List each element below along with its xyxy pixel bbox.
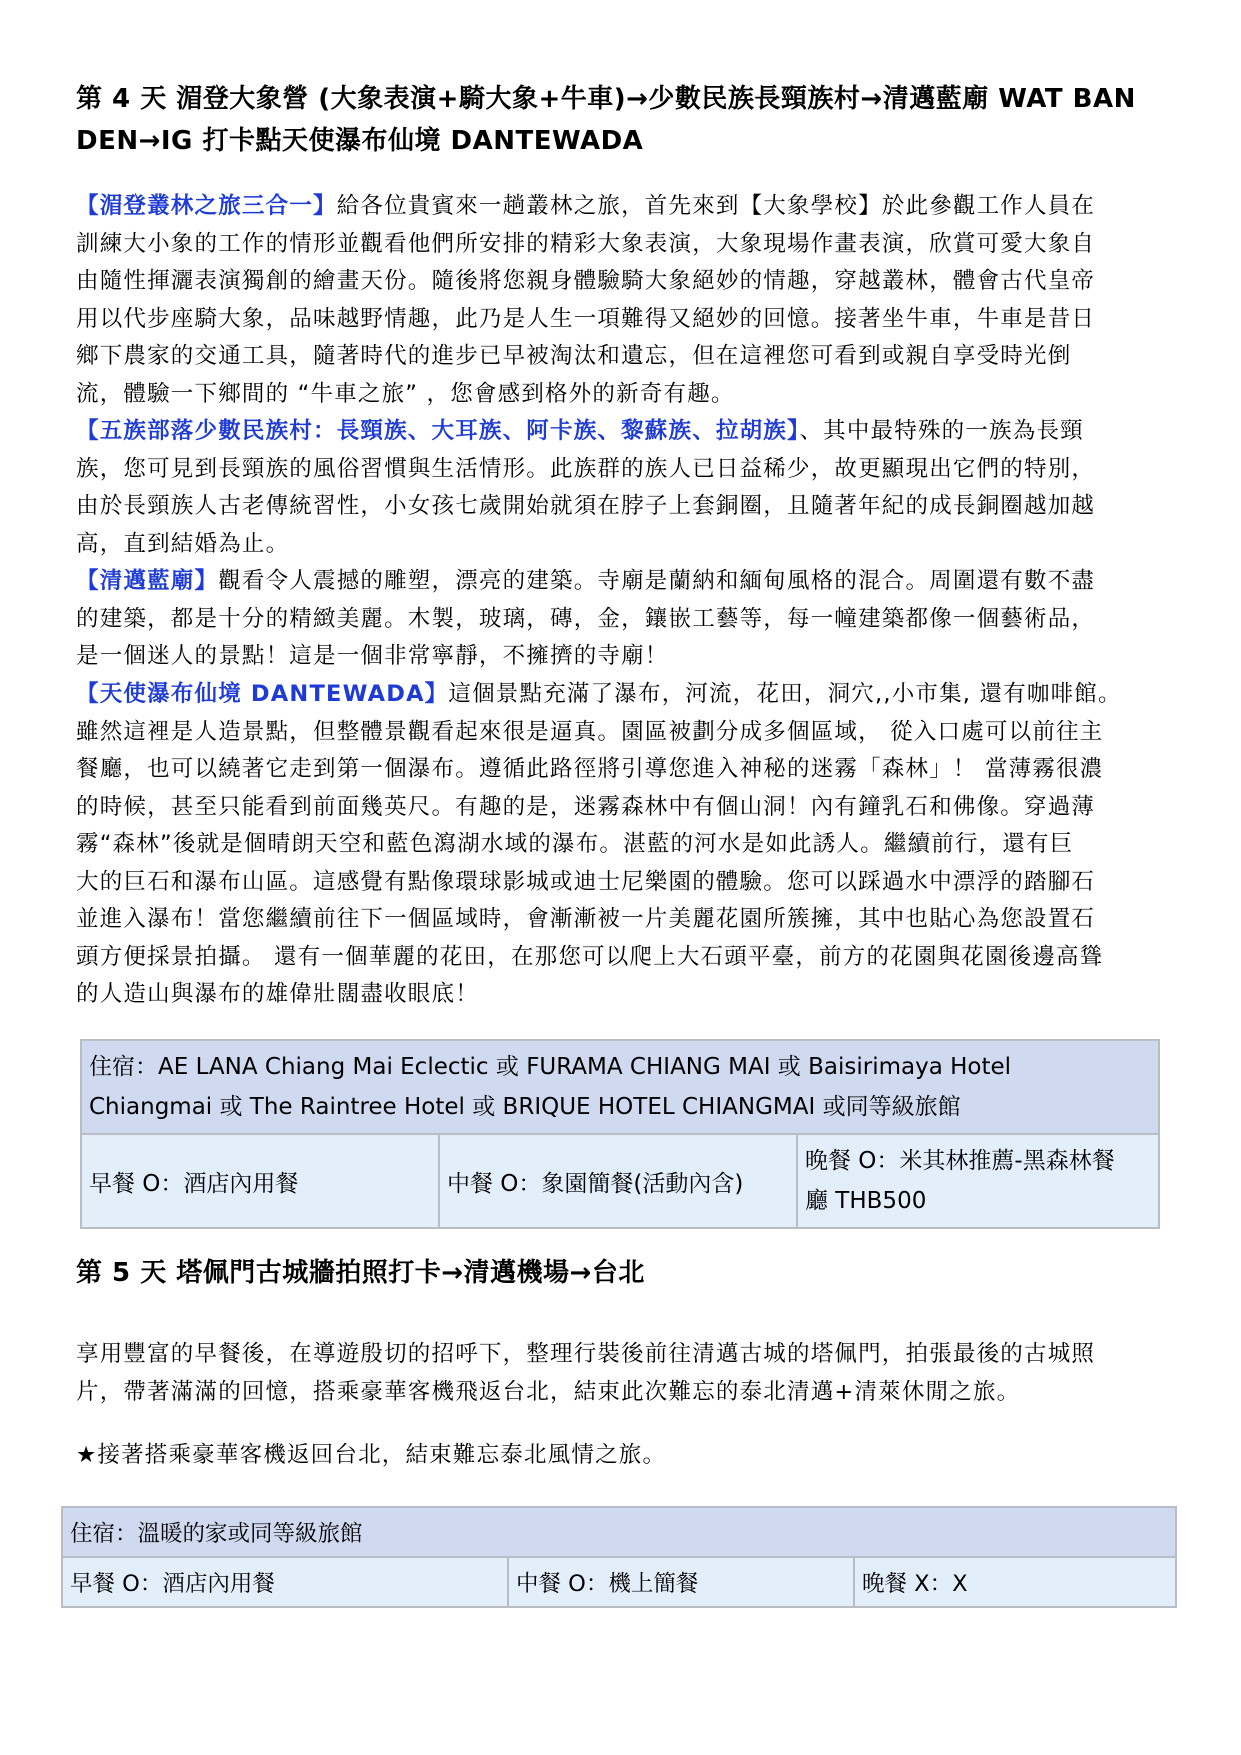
section-jungle-tour — [76, 188, 1176, 413]
section-heading: 【清邁藍廟】 — [76, 568, 219, 594]
text-line: 用以代步座騎大象，品味越野情趣，此乃是人生一項難得又絕妙的回憶。接著坐牛車，牛車是昔日 — [76, 305, 1096, 332]
day5-breakfast-cell — [62, 1557, 508, 1607]
day4-title-line2: DEN→IG 打卡點天使瀑布仙境 DANTEWADA — [76, 126, 644, 156]
day5-lunch-cell — [508, 1557, 854, 1607]
text-line: 高，直到結婚為止。 — [76, 530, 290, 557]
lodging-line: Chiangmai 或 The Raintree Hotel 或 BRIQUE HOTEL CHIANGMAI 或同等級旅館 — [89, 1094, 961, 1120]
lunch-text: 中餐 O：象園簡餐(活動內含) — [447, 1170, 744, 1197]
text-line: 觀看令人震撼的雕塑，漂亮的建築。寺廟是蘭納和緬甸風格的混合。周圍還有數不盡 — [218, 568, 1096, 594]
text-line: 霧“森林”後就是個晴朗天空和藍色瀉湖水域的瀑布。湛藍的河水是如此誘人。繼續前行，還有巨 — [76, 831, 1074, 857]
day5-title-text: 第 5 天 塔佩門古城牆拍照打卡→清邁機場→台北 — [76, 1258, 645, 1288]
text-line: 流，體驗一下鄉間的 “牛車之旅” ，您會感到格外的新奇有趣。 — [76, 380, 735, 407]
day4-breakfast-cell — [81, 1134, 439, 1228]
section-dantewada — [76, 676, 1176, 1014]
day4-lodging-meal-table — [80, 1039, 1160, 1229]
section-heading: 【五族部落少數民族村：長頸族、大耳族、阿卡族、黎蘇族、拉胡族】 — [76, 418, 800, 444]
text-line: 雖然這裡是人造景點，但整體景觀看起來很是逼真。園區被劃分成多個區域， 從入口處可以前往主 — [76, 718, 1104, 745]
lodging-line: 住宿：AE LANA Chiang Mai Eclectic 或 FURAMA CHIANG MAI 或 Baisirimaya Hotel — [89, 1054, 1012, 1080]
dinner-text: 晚餐 O：米其林推薦-黑森林餐 — [805, 1148, 1115, 1174]
note-text: ★接著搭乘豪華客機返回台北，結束難忘泰北風情之旅。 — [76, 1442, 667, 1468]
day5-lodging-meal-table — [61, 1506, 1177, 1608]
text-line: 餐廳，也可以繞著它走到第一個瀑布。遵循此路徑將引導您進入神秘的迷霧「森林」！ 當薄霧很濃 — [76, 756, 1104, 782]
breakfast-text: 早餐 O：酒店內用餐 — [70, 1571, 275, 1597]
breakfast-text: 早餐 O：酒店內用餐 — [89, 1170, 299, 1197]
text-line: 的時候，甚至只能看到前面幾英尺。有趣的是，迷霧森林中有個山洞！內有鐘乳石和佛像。穿過薄 — [76, 793, 1096, 820]
text-line: 大的巨石和瀑布山區。這感覺有點像環球影城或迪士尼樂園的體驗。您可以踩過水中漂浮的踏腳石 — [76, 868, 1096, 895]
section-heading: 【天使瀑布仙境 DANTEWADA】 — [76, 681, 449, 707]
text-line: 片，帶著滿滿的回憶，搭乘豪華客機飛返台北，結束此次難忘的泰北清邁+清萊休閒之旅。 — [76, 1378, 1021, 1405]
text-line: 給各位貴賓來一趟叢林之旅，首先來到【大象學校】於此參觀工作人員在 — [336, 193, 1096, 219]
text-line: 由隨性揮灑表演獨創的繪畫天份。隨後將您親身體驗騎大象絕妙的情趣，穿越叢林，體會古代皇帝 — [76, 268, 1096, 294]
text-line: 享用豐富的早餐後，在導遊殷切的招呼下，整理行裝後前往清邁古城的塔佩門，拍張最後的古城照 — [76, 1341, 1096, 1367]
text-line: 族，您可見到長頸族的風俗習慣與生活情形。此族群的族人已日益稀少，故更顯現出它們的特別， — [76, 455, 1096, 482]
section-tribe-village — [76, 413, 1176, 563]
text-line: 的人造山與瀑布的雄偉壯闊盡收眼底！ — [76, 981, 479, 1007]
text-line: 這個景點充滿了瀑布，河流，花田，洞穴,,小市集, 還有咖啡館。 — [448, 681, 1122, 707]
day5-description — [76, 1336, 1176, 1411]
day5-dinner-cell — [854, 1557, 1176, 1607]
text-line: 訓練大小象的工作的情形並觀看他們所安排的精彩大象表演，大象現場作畫表演，欣賞可愛大象自 — [76, 230, 1096, 257]
text-line: 鄉下農家的交通工具，隨著時代的進步已早被淘汰和遺忘，但在這裡您可看到或親自享受時光倒 — [76, 343, 1072, 369]
dinner-text: 晚餐 X：X — [862, 1571, 968, 1597]
section-blue-temple — [76, 563, 1176, 676]
text-line: 、其中最特殊的一族為長頸 — [799, 418, 1084, 444]
day5-title — [76, 1252, 1166, 1294]
text-line: 並進入瀑布！當您繼續前往下一個區域時，會漸漸被一片美麗花園所簇擁，其中也貼心為您設置石 — [76, 906, 1096, 932]
day5-note — [76, 1437, 666, 1474]
day4-lunch-cell — [439, 1134, 797, 1228]
lodging-text: 住宿：溫暖的家或同等級旅館 — [70, 1521, 363, 1547]
text-line: 是一個迷人的景點！這是一個非常寧靜，不擁擠的寺廟！ — [76, 643, 669, 669]
day4-title — [76, 78, 1166, 162]
day4-title-line1: 第 4 天 湄登大象營 (大象表演+騎大象+牛車)→少數民族長頸族村→清邁藍廟 WAT BAN — [76, 84, 1136, 114]
day5-lodging-cell — [62, 1507, 1176, 1557]
day4-dinner-cell — [797, 1134, 1159, 1228]
day4-lodging-cell — [81, 1040, 1159, 1134]
dinner-text: 廳 THB500 — [805, 1188, 927, 1214]
section-heading: 【湄登叢林之旅三合一】 — [76, 193, 337, 219]
lunch-text: 中餐 O：機上簡餐 — [516, 1571, 699, 1597]
text-line: 由於長頸族人古老傳統習性，小女孩七歲開始就須在脖子上套銅圈，且隨著年紀的成長銅圈越加越 — [76, 493, 1096, 519]
text-line: 頭方便採景拍攝。 還有一個華麗的花田，在那您可以爬上大石頭平臺，前方的花園與花園後邊高聳 — [76, 943, 1104, 970]
text-line: 的建築，都是十分的精緻美麗。木製，玻璃，磚，金，鑲嵌工藝等，每一幢建築都像一個藝術品， — [76, 605, 1096, 632]
